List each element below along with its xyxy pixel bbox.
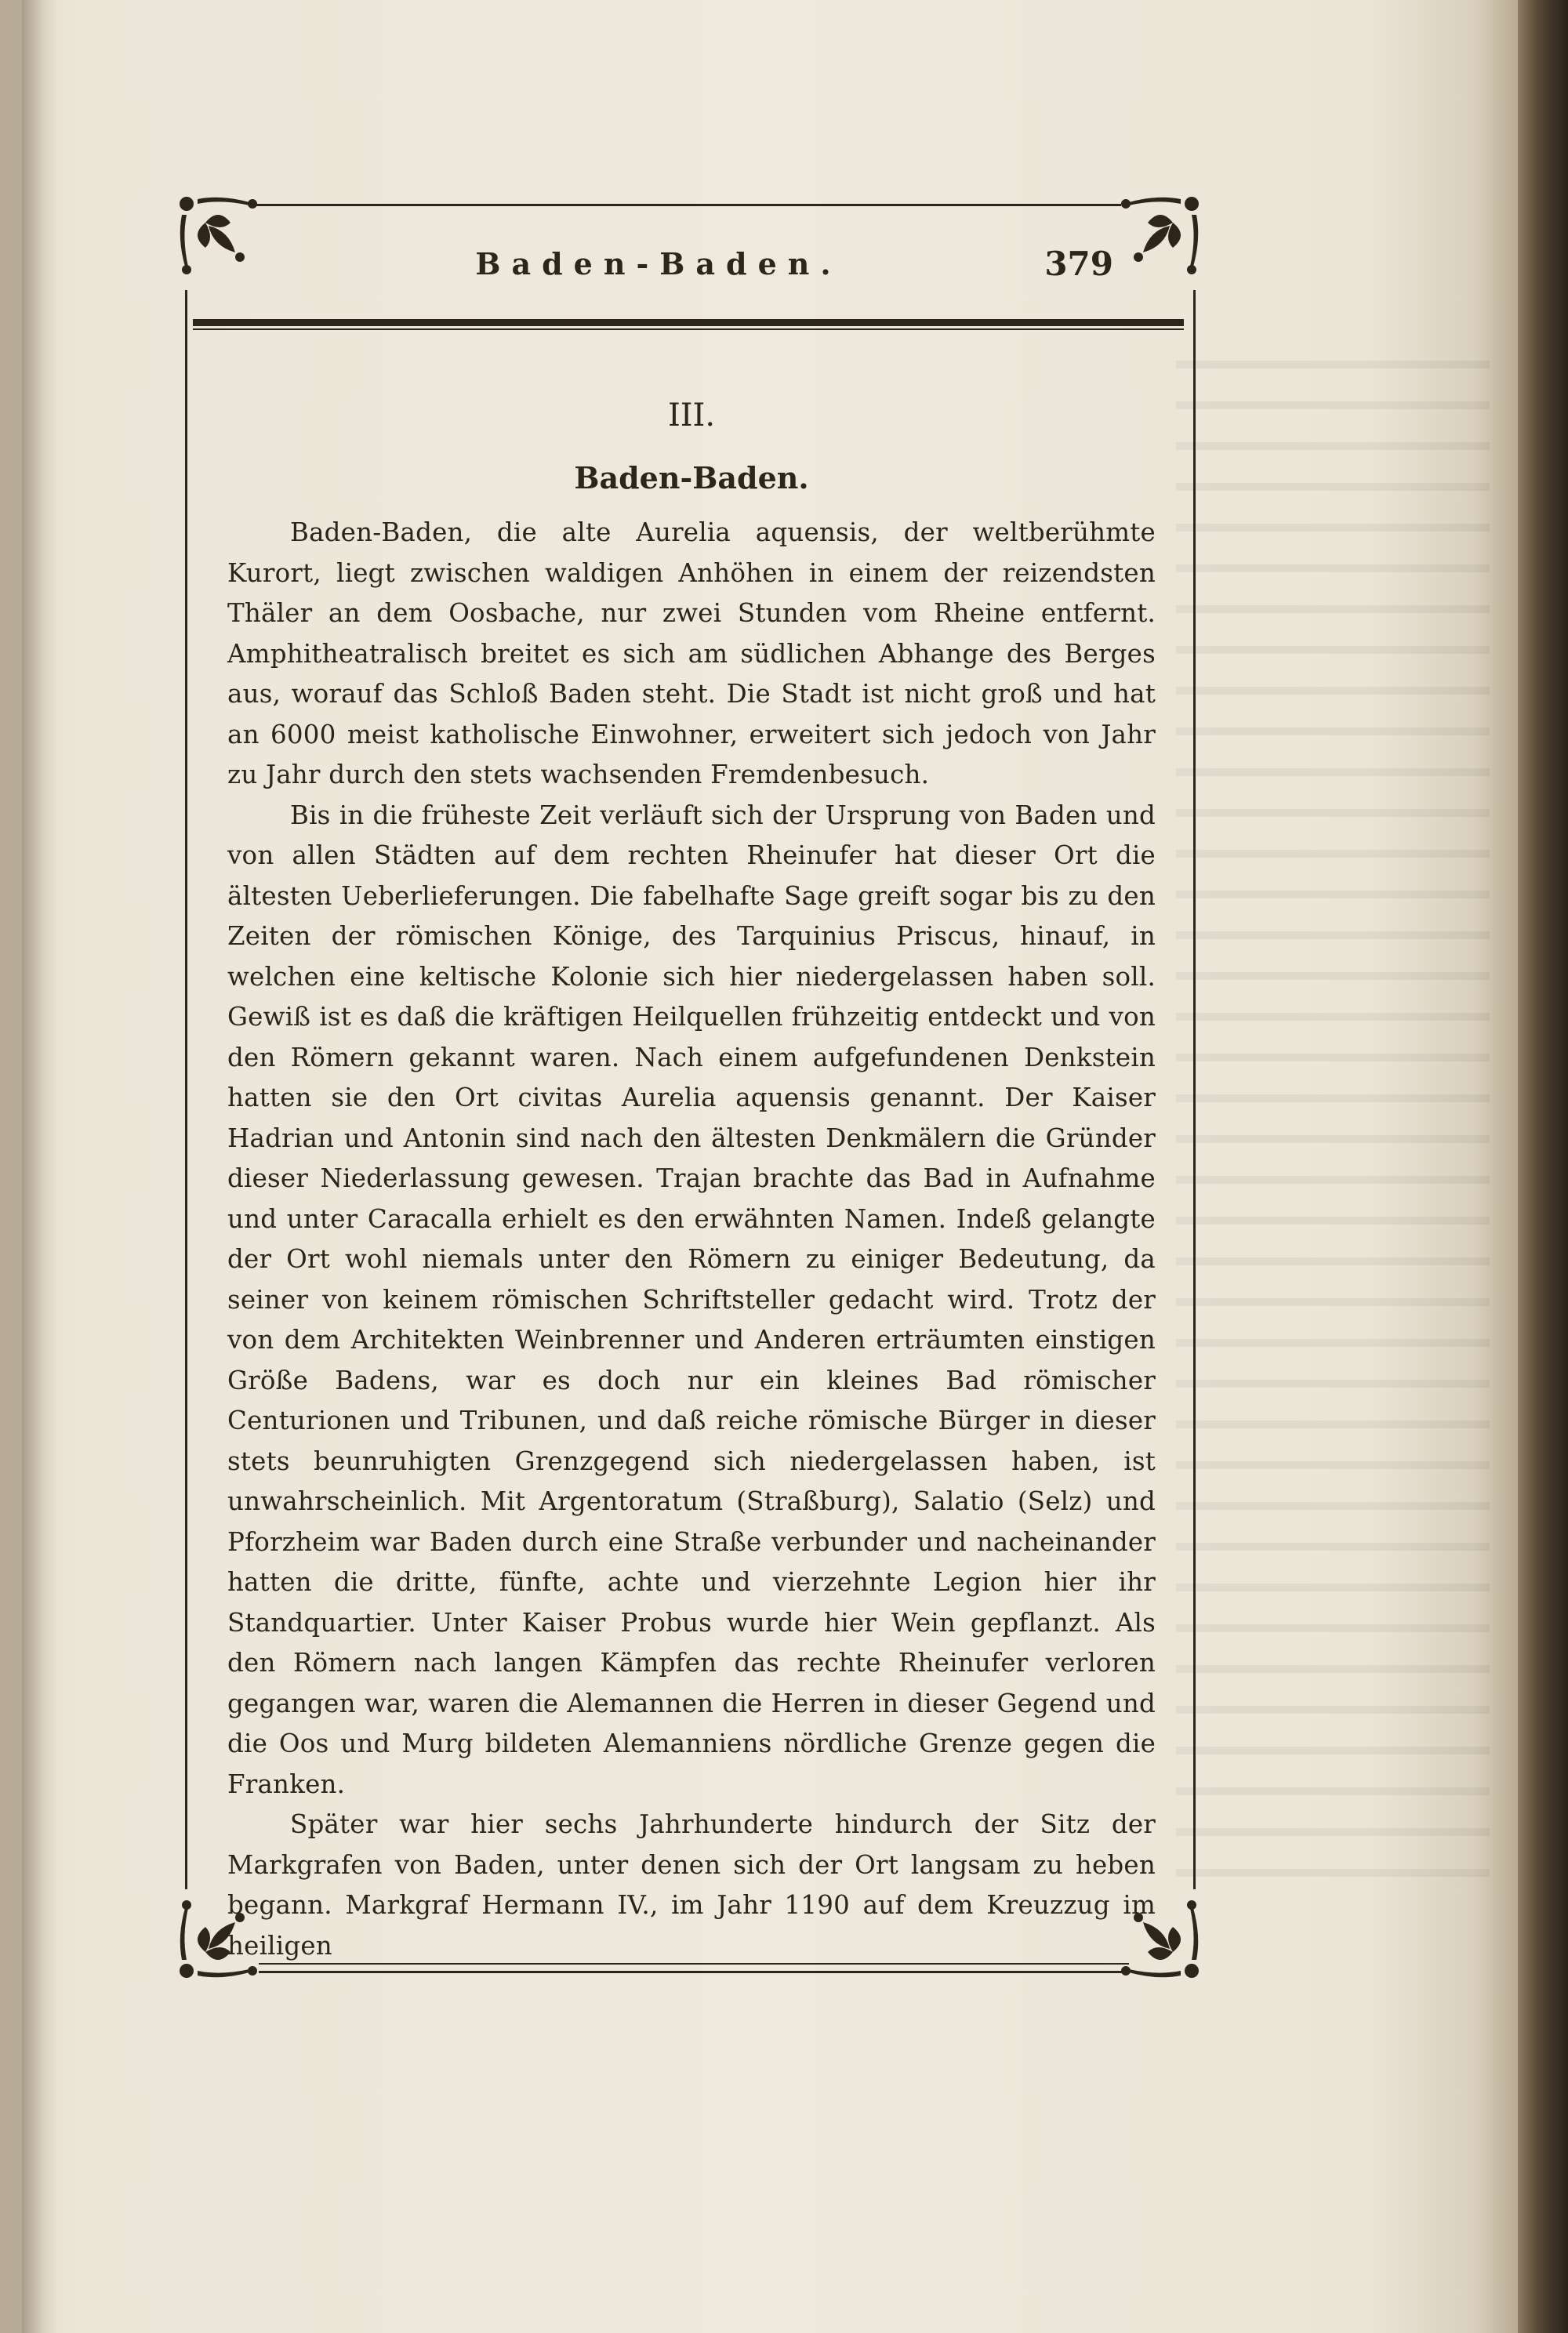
frame-top-line [251, 204, 1121, 206]
paragraph-1: Baden-Baden, die alte Aurelia aquensis, der weltberühmte Kurort, liegt zwischen waldigen Anhöhen in einem der reizendsten Thäler an dem Oosbache, nur zwei Stunden vom Rheine entfernt. Amphitheatralisch breitet es sich am südlichen Abhange des Berges aus, worauf das Schloß Baden steht. Die Stadt ist nicht groß und hat an 6000 meist katholische Einwohner, erweitert sich jedoch von Jahr zu Jahr durch den stets wachsenden Fremdenbesuch. [227, 517, 1156, 789]
paragraph-2: Bis in die früheste Zeit verläuft sich der Ursprung von Baden und von allen Städten auf dem rechten Rheinufer hat dieser Ort die ältesten Ueberlieferungen. Die fabelhafte Sage greift sogar bis zu den Zeiten der römischen Könige, des Tarquinius Priscus, hinauf, in welchen eine keltische Kolonie sich hier niedergelassen haben soll. Gewiß ist es daß die kräftigen Heilquellen frühzeitig entdeckt und von den Römern gekannt waren. Nach einem aufgefundenen Denkstein hatten sie den Ort civitas Aurelia aquensis genannt. Der Kaiser Hadrian und Antonin sind nach den ältesten Denkmälern die Gründer dieser Niederlassung gewesen. Trajan brachte das Bad in Aufnahme und unter Caracalla erhielt es den erwähnten Namen. Indeß gelangte der Ort wohl niemals unter den Römern zu einiger Bedeutung, da seiner von keinem römischen Schriftsteller gedacht wird. Trotz der von dem Architekten Weinbrenner und Anderen erträumten einstigen Größe Badens, war es doch nur ein kleines Bad römischer Centurionen und Tribunen, und daß reiche römische Bürger in dieser stets beunruhigten Grenzgegend sich niedergelassen haben, ist unwahrscheinlich. Mit Argentoratum (Straßburg), Salatio (Selz) und Pforzheim war Baden durch eine Straße verbunder und nacheinander hatten die dritte, fünfte, achte und vierzehnte Legion hier ihr Standquartier. Unter Kaiser Probus wurde hier Wein gepflanzt. Als den Römern nach langen Kämpfen das rechte Rheinufer verloren gegangen war, waren die Alemannen die Herren in dieser Gegend und die Oos und Murg bildeten Alemanniens nördliche Grenze gegen die Franken. [227, 800, 1156, 1799]
show-through-texture [1176, 337, 1490, 1905]
frame-right-line [1193, 290, 1196, 1889]
header-rule-thin [193, 328, 1184, 330]
section-number: III. [667, 397, 716, 434]
running-title: Baden-Baden. [475, 246, 842, 281]
page-number: 379 [1044, 245, 1113, 283]
book-spine [1518, 0, 1568, 2333]
running-header [204, 235, 1113, 298]
frame-left-line [185, 290, 187, 1889]
section-title: Baden-Baden. [574, 460, 809, 495]
frame-bottom-line [259, 1971, 1129, 1973]
body-text [227, 392, 1156, 1966]
paragraph-3: Später war hier sechs Jahrhunderte hindurch der Sitz der Markgrafen von Baden, unter denen sich der Ort langsam zu heben begann. Markgraf Hermann IV., im Jahr 1190 auf dem Kreuzzug im heiligen [227, 1809, 1156, 1961]
ornament-top-right-icon [1110, 191, 1204, 285]
page-gutter-shadow [22, 0, 56, 2333]
header-rule-thick [193, 319, 1184, 326]
